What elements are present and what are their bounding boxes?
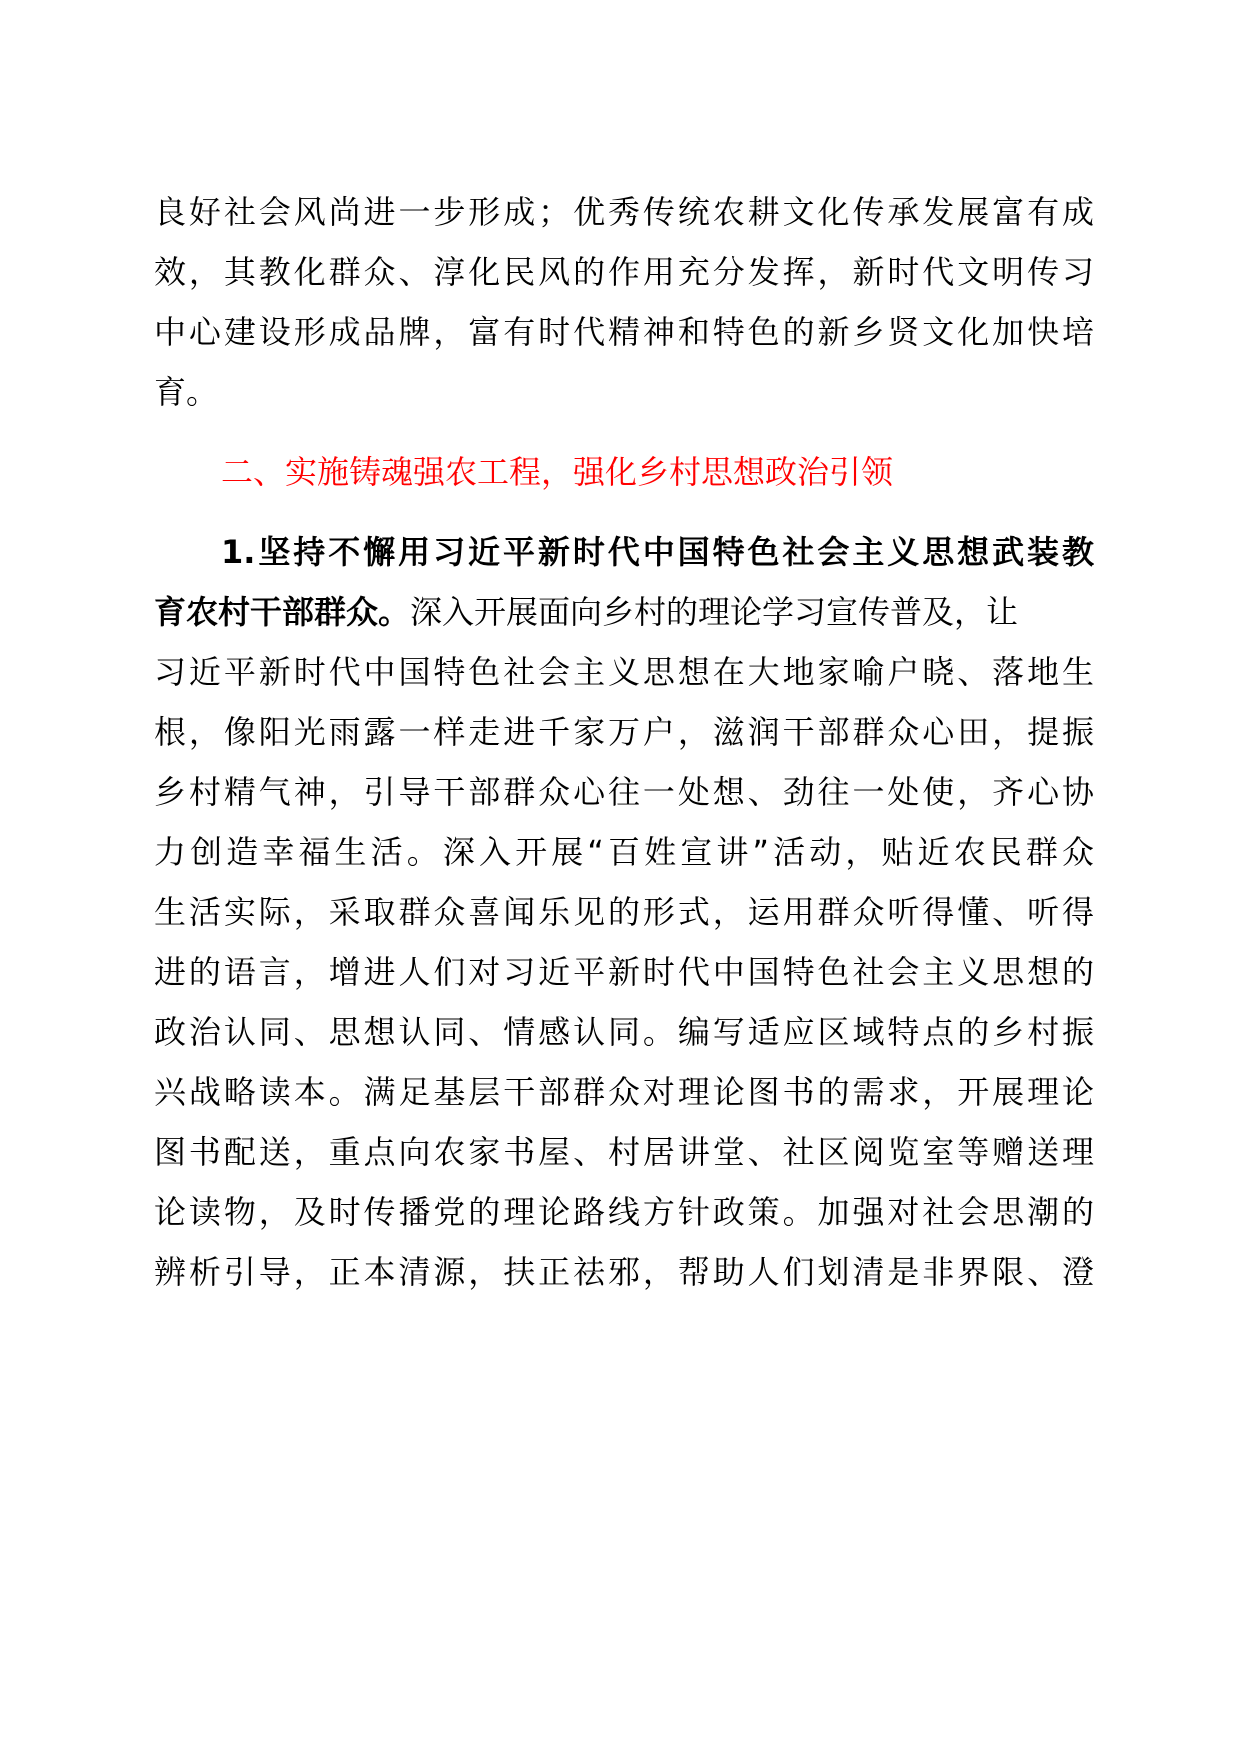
item-title-line: 1.坚持不懈用习近平新时代中国特色社会主义思想武装教 xyxy=(221,533,1094,571)
paragraph-line: 根，像阳光雨露一样走进千家万户，滋润干部群众心田，提振 xyxy=(154,713,1094,751)
paragraph-line: 生活实际，采取群众喜闻乐见的形式，运用群众听得懂、听得 xyxy=(154,893,1094,931)
item-title-tail: 育农村干部群众。 xyxy=(154,593,411,631)
paragraph-line: 兴战略读本。满足基层干部群众对理论图书的需求，开展理论 xyxy=(154,1073,1094,1111)
paragraph-line: 育。 xyxy=(154,373,219,411)
paragraph-line: 习近平新时代中国特色社会主义思想在大地家喻户晓、落地生 xyxy=(154,653,1094,691)
section-heading: 二、实施铸魂强农工程，强化乡村思想政治引领 xyxy=(221,453,894,491)
paragraph-line: 中心建设形成品牌，富有时代精神和特色的新乡贤文化加快培 xyxy=(154,313,1094,351)
paragraph-line: 乡村精气神，引导干部群众心往一处想、劲往一处使，齐心协 xyxy=(154,773,1094,811)
paragraph-line: 良好社会风尚进一步形成；优秀传统农耕文化传承发展富有成 xyxy=(154,193,1094,231)
paragraph-line: 力创造幸福生活。深入开展“百姓宣讲”活动，贴近农民群众 xyxy=(154,833,1094,871)
paragraph-line: 图书配送，重点向农家书屋、村居讲堂、社区阅览室等赠送理 xyxy=(154,1133,1094,1171)
item-body-start: 深入开展面向乡村的理论学习宣传普及，让 xyxy=(410,593,1019,631)
paragraph-line: 政治认同、思想认同、情感认同。编写适应区域特点的乡村振 xyxy=(154,1013,1094,1051)
paragraph-line: 进的语言，增进人们对习近平新时代中国特色社会主义思想的 xyxy=(154,953,1094,991)
paragraph-line: 辨析引导，正本清源，扶正祛邪，帮助人们划清是非界限、澄 xyxy=(154,1253,1094,1291)
paragraph-line: 效，其教化群众、淳化民风的作用充分发挥，新时代文明传习 xyxy=(154,253,1094,291)
paragraph-line: 论读物，及时传播党的理论路线方针政策。加强对社会思潮的 xyxy=(154,1193,1094,1231)
item-mixed-line xyxy=(154,589,1094,635)
